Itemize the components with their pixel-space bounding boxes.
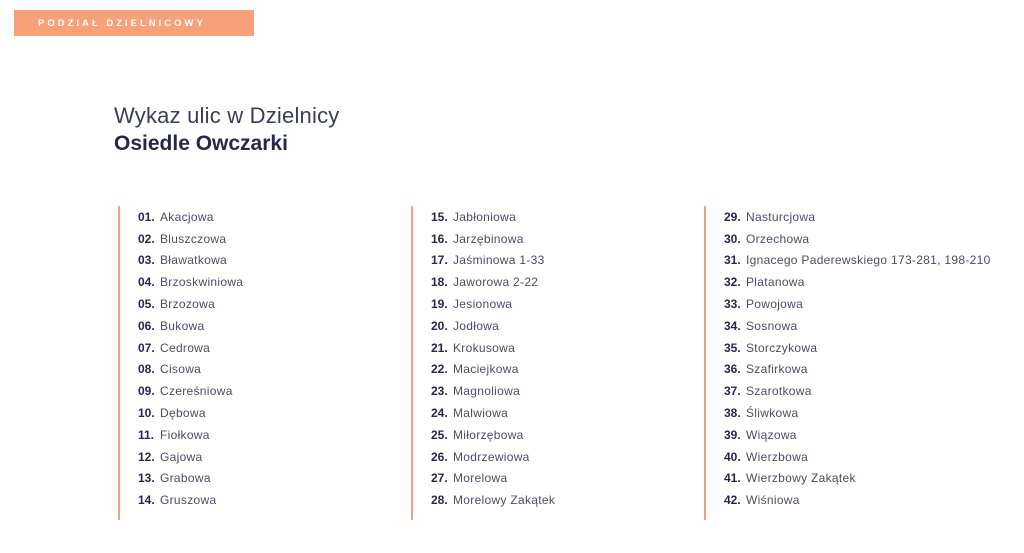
- list-item: [724, 424, 1022, 446]
- street-name: Bławatkowa: [160, 253, 228, 268]
- street-name: Śliwkowa: [746, 406, 799, 421]
- street-name: Fiołkowa: [160, 427, 210, 442]
- street-name: Jodłowa: [453, 318, 500, 333]
- street-column-1: [118, 206, 390, 520]
- title-line2: Osiedle Owczarki: [114, 132, 288, 155]
- street-number: 24.: [431, 406, 448, 421]
- street-number: 22.: [431, 362, 448, 377]
- list-item: [138, 228, 390, 250]
- list-item: [431, 337, 683, 359]
- street-name: Bukowa: [160, 318, 205, 333]
- list-item: [138, 271, 390, 293]
- street-number: 09.: [138, 384, 155, 399]
- street-name: Platanowa: [746, 275, 805, 290]
- street-name: Wierzbowa: [746, 449, 809, 464]
- street-name: Morelowa: [453, 471, 508, 486]
- title-line1: Wykaz ulic w Dzielnicy: [114, 103, 340, 128]
- street-number: 29.: [724, 209, 741, 224]
- street-list-2: [413, 206, 683, 511]
- list-item: [431, 250, 683, 272]
- street-number: 23.: [431, 384, 448, 399]
- street-number: 11.: [138, 427, 155, 442]
- list-item: [431, 489, 683, 511]
- street-number: 25.: [431, 427, 448, 442]
- street-name: Akacjowa: [160, 209, 214, 224]
- street-name: Sosnowa: [746, 318, 798, 333]
- list-item: [724, 206, 1022, 228]
- list-item: [724, 337, 1022, 359]
- street-number: 13.: [138, 471, 155, 486]
- street-number: 19.: [431, 297, 448, 312]
- street-number: 32.: [724, 275, 741, 290]
- street-number: 04.: [138, 275, 155, 290]
- list-item: [431, 424, 683, 446]
- street-number: 16.: [431, 231, 448, 246]
- list-item: [431, 380, 683, 402]
- street-number: 28.: [431, 493, 448, 508]
- street-name: Wiśniowa: [746, 493, 800, 508]
- street-number: 15.: [431, 209, 448, 224]
- street-number: 03.: [138, 253, 155, 268]
- street-name: Brzozowa: [160, 297, 216, 312]
- list-item: [724, 250, 1022, 272]
- list-item: [724, 293, 1022, 315]
- list-item: [138, 402, 390, 424]
- street-number: 33.: [724, 297, 741, 312]
- street-number: 26.: [431, 449, 448, 464]
- street-name: Jaśminowa 1-33: [453, 253, 545, 268]
- street-number: 35.: [724, 340, 741, 355]
- street-number: 31.: [724, 253, 741, 268]
- street-name: Krokusowa: [453, 340, 516, 355]
- street-number: 14.: [138, 493, 155, 508]
- street-column-3: [704, 206, 1022, 520]
- list-item: [724, 315, 1022, 337]
- list-item: [431, 206, 683, 228]
- street-name: Wiązowa: [746, 427, 797, 442]
- street-name: Jaworowa 2-22: [453, 275, 539, 290]
- street-name: Wierzbowy Zakątek: [746, 471, 856, 486]
- street-number: 20.: [431, 318, 448, 333]
- street-name: Malwiowa: [453, 406, 509, 421]
- street-name: Miłorzębowa: [453, 427, 524, 442]
- street-name: Cedrowa: [160, 340, 211, 355]
- street-name: Morelowy Zakątek: [453, 493, 556, 508]
- street-number: 36.: [724, 362, 741, 377]
- list-item: [724, 402, 1022, 424]
- list-item: [138, 446, 390, 468]
- list-item: [724, 228, 1022, 250]
- list-item: [431, 271, 683, 293]
- list-item: [138, 468, 390, 490]
- street-name: Orzechowa: [746, 231, 810, 246]
- street-number: 10.: [138, 406, 155, 421]
- street-name: Jesionowa: [453, 297, 513, 312]
- street-number: 39.: [724, 427, 741, 442]
- list-item: [724, 489, 1022, 511]
- street-number: 30.: [724, 231, 741, 246]
- street-name: Magnoliowa: [453, 384, 521, 399]
- street-name: Szarotkowa: [746, 384, 812, 399]
- list-item: [724, 271, 1022, 293]
- street-number: 42.: [724, 493, 741, 508]
- street-number: 37.: [724, 384, 741, 399]
- street-number: 18.: [431, 275, 448, 290]
- list-item: [138, 489, 390, 511]
- street-number: 40.: [724, 449, 741, 464]
- street-number: 01.: [138, 209, 155, 224]
- street-number: 17.: [431, 253, 448, 268]
- list-item: [431, 402, 683, 424]
- list-item: [138, 250, 390, 272]
- street-name: Szafirkowa: [746, 362, 808, 377]
- street-number: 08.: [138, 362, 155, 377]
- street-list-1: [120, 206, 390, 511]
- list-item: [431, 315, 683, 337]
- list-item: [431, 293, 683, 315]
- street-name: Cisowa: [160, 362, 202, 377]
- street-name: Modrzewiowa: [453, 449, 530, 464]
- list-item: [431, 468, 683, 490]
- list-item: [431, 446, 683, 468]
- list-item: [431, 228, 683, 250]
- street-name: Grabowa: [160, 471, 211, 486]
- street-number: 07.: [138, 340, 155, 355]
- street-number: 38.: [724, 406, 741, 421]
- list-item: [138, 380, 390, 402]
- list-item: [431, 359, 683, 381]
- street-number: 21.: [431, 340, 448, 355]
- section-badge: PODZIAŁ DZIELNICOWY: [14, 10, 254, 36]
- street-number: 41.: [724, 471, 741, 486]
- list-item: [138, 424, 390, 446]
- street-name: Gajowa: [160, 449, 203, 464]
- street-number: 12.: [138, 449, 155, 464]
- street-name: Storczykowa: [746, 340, 818, 355]
- list-item: [138, 206, 390, 228]
- street-name: Powojowa: [746, 297, 804, 312]
- street-name: Jabłoniowa: [453, 209, 517, 224]
- list-item: [138, 293, 390, 315]
- list-item: [138, 337, 390, 359]
- street-name: Gruszowa: [160, 493, 217, 508]
- street-name: Brzoskwiniowa: [160, 275, 244, 290]
- street-name: Bluszczowa: [160, 231, 227, 246]
- street-name: Jarzębinowa: [453, 231, 524, 246]
- street-name: Nasturcjowa: [746, 209, 816, 224]
- list-item: [138, 359, 390, 381]
- list-item: [724, 380, 1022, 402]
- street-number: 27.: [431, 471, 448, 486]
- street-name: Czereśniowa: [160, 384, 233, 399]
- list-item: [724, 359, 1022, 381]
- list-item: [724, 468, 1022, 490]
- street-number: 05.: [138, 297, 155, 312]
- list-item: [724, 446, 1022, 468]
- street-number: 06.: [138, 318, 155, 333]
- street-list-3: [706, 206, 1022, 511]
- street-number: 34.: [724, 318, 741, 333]
- street-name: Dębowa: [160, 406, 206, 421]
- street-name: Maciejkowa: [453, 362, 519, 377]
- list-item: [138, 315, 390, 337]
- street-column-2: [411, 206, 683, 520]
- street-name: Ignacego Paderewskiego 173-281, 198-210: [746, 253, 991, 268]
- street-number: 02.: [138, 231, 155, 246]
- page-title: [114, 102, 339, 158]
